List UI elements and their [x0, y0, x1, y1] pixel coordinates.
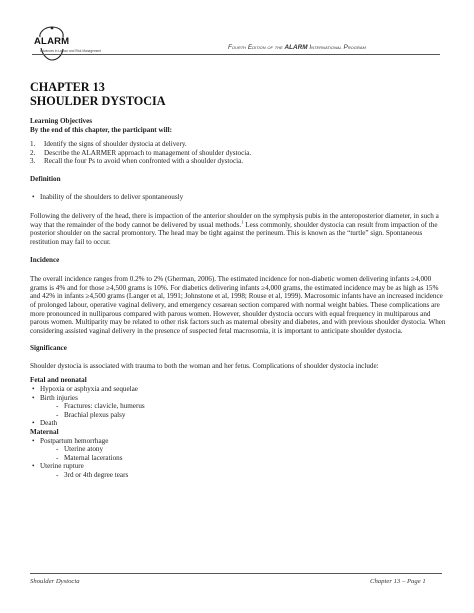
significance-heading: Significance	[30, 344, 67, 353]
header-suffix: International Program	[307, 44, 366, 51]
chapter-body	[30, 117, 446, 480]
significance-paragraph: Shoulder dystocia is associated with trauma to both the woman and her fetus. Complications of shoulder dystocia include:	[30, 361, 379, 370]
bullet-icon: •	[32, 192, 35, 201]
definition-bullet: • Inability of the shoulders to deliver spontaneously	[32, 192, 184, 201]
dash-icon: -	[56, 471, 59, 479]
definition-heading: Definition	[30, 174, 61, 183]
bullet-icon: •	[32, 462, 35, 471]
header-rule	[32, 54, 440, 55]
objective-item: 3. Recall the four Ps to avoid when confronted with a shoulder dystocia.	[30, 157, 244, 166]
dash-icon: -	[56, 445, 59, 454]
bullet-icon: •	[32, 385, 35, 394]
objectives-lead: By the end of this chapter, the participant will:	[30, 125, 172, 134]
incidence-paragraph: The overall incidence ranges from 0.2% to 2% (Gherman, 2006). The estimated incidence for non-diabetic women delivering infants ≥4,000 grams is 4% and for those ≥4,500 grams is 10%. For diabetics delivering infants ≥4,000 grams, the estimated incidence may be as high as 15% and 42% in infants ≥4,500 grams (Langer et al, 1991; Johnstone et al, 1998; Rouse et al, 1999). Macrosomic infants have an increased incidence of prolonged labour, operative vaginal delivery, and emergency cesarean section compared with normal weight babies. These complications are more pronounced in nulliparous compared with parous women. However, shoulder dystocia occurs with equal frequency in multiparous and parous women. Multiparity may be related to other risk factors such as maternal obesity and diabetes, and with previous shoulder dystocia. When considering assisted vaginal delivery in the presence of suspected fetal macrosomia, it is important to anticipate shoulder dystocia.	[30, 275, 446, 335]
alarm-logo	[31, 24, 101, 70]
footer-title: Shoulder Dystocia	[30, 578, 80, 585]
bullet-icon: •	[32, 393, 35, 402]
logo-wordmark: ALARM	[34, 36, 70, 47]
incidence-heading: Incidence	[30, 255, 60, 264]
list-item: • Hypoxia or asphyxia and sequelae	[32, 385, 138, 394]
objective-item: 1. Identify the signs of shoulder dystocia at delivery.	[30, 140, 187, 149]
chapter-heading	[30, 80, 166, 108]
list-subitem: - 3rd or 4th degree tears	[56, 471, 129, 479]
dash-icon: -	[56, 402, 59, 411]
fetal-heading: Fetal and neonatal	[30, 376, 87, 385]
alarm-logo-icon	[31, 24, 73, 70]
footer-page-number: Chapter 13 – Page 1	[370, 578, 426, 585]
objective-item: 2. Describe the ALARMER approach to management of shoulder dystocia.	[30, 148, 252, 157]
footer-rule	[30, 573, 442, 574]
objectives-heading: Learning Objectives	[30, 117, 93, 125]
dash-icon: -	[56, 453, 59, 462]
footnote-ref: 1	[241, 219, 244, 225]
list-subitem: - Fractures: clavicle, humerus	[56, 402, 145, 411]
list-item: • Death	[32, 419, 58, 428]
list-item: • Birth injuries	[32, 393, 78, 402]
bullet-icon: •	[32, 436, 35, 445]
header-prefix: Fourth Edition of the	[228, 44, 285, 51]
maternal-heading: Maternal	[30, 428, 59, 437]
logo-tagline: Advances in Labour and Risk Management	[40, 49, 101, 53]
chapter-number: CHAPTER 13	[30, 80, 105, 94]
dash-icon: -	[56, 410, 59, 419]
list-subitem: - Brachial plexus palsy	[56, 410, 126, 419]
list-subitem: - Maternal lacerations	[56, 453, 123, 462]
list-item: • Postpartum hemorrhage	[32, 436, 109, 445]
list-subitem: - Uterine atony	[56, 445, 104, 454]
running-header	[228, 44, 366, 51]
header-brand: ALARM	[284, 44, 308, 51]
chapter-title: SHOULDER DYSTOCIA	[30, 94, 166, 108]
bullet-icon: •	[32, 419, 35, 428]
list-item: • Uterine rupture	[32, 462, 84, 471]
definition-paragraph: Following the delivery of the head, there is impaction of the anterior shoulder on the symphysis pubis in the anteroposterior diameter, in such a way that the remainder of the body cannot be delivered by usual methods.$^1$ Less commonly, shoulder dystocia can result from impaction of the posterior shoulder on the sacral promontory. The head may be tight against the perineum. This is known as the “turtle” sign. Spontaneous restitution may fail to occur.	[30, 212, 439, 246]
